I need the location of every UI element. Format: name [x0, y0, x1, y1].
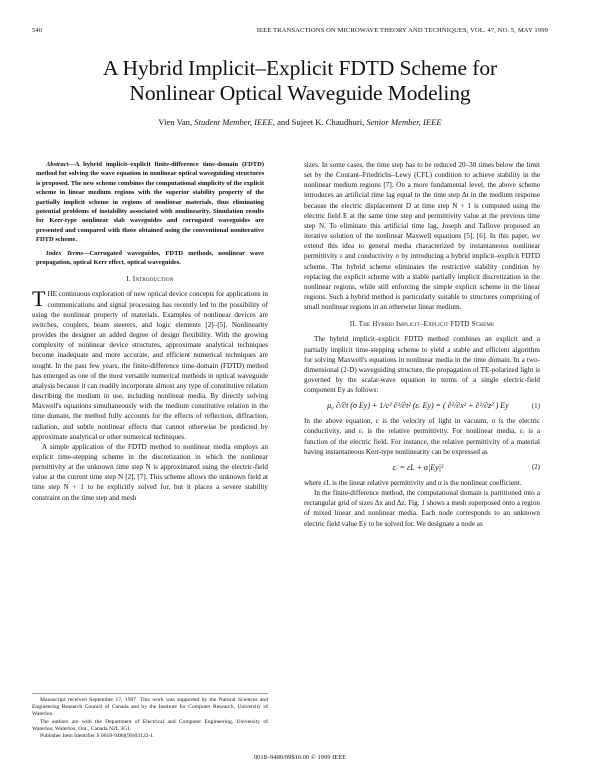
author-1: Vien Van,: [158, 117, 193, 127]
section-2-paragraph-3: where εL is the linear relative permittivity and α is the nonlinear coefficient.: [304, 478, 522, 487]
abstract-label: Abstract—: [46, 161, 75, 168]
running-header: [0, 27, 600, 39]
section-2-heading: II. The Hybrid Implicit–Explicit FDTD Scheme: [349, 320, 495, 329]
equation-1-number: (1): [531, 401, 540, 410]
author-2-role: Senior Member, IEEE: [366, 117, 442, 127]
author-1-role: Student Member, IEEE,: [194, 117, 275, 127]
title-line-2: Nonlinear Optical Waveguide Modeling: [129, 81, 471, 105]
abstract: [36, 160, 264, 245]
right-column: [304, 160, 540, 529]
intro-paragraph-continued: sizes. In some cases, the time step has to be reduced 20–30 times below the limit set by the Courant–Friedrichs–Lewy (CFL) condition to achieve stability in the nonlinear medium regions [7]. On a more fundamental level, the above scheme introduces an artificial time lag equal to the time step Δt in the medium response because the electric displacement D at time step N + 1 is computed using the electric field E at the same time step and permittivity value at the previous time step N. To eliminate this artificial time lag, Joseph and Taflove proposed an iterative solution of the nonlinear Maxwell equations [5], [6]. In this paper, we extend this idea to general media characterized by instantaneous nonlinear permittivity ε and conductivity σ by introducing a hybrid implicit–explicit FDTD scheme. The hybrid scheme eliminates the restrictive stability condition by replacing the explicit scheme with a stable partially implicit discretization in the nonlinear regions, while still enforcing the simple explicit scheme in the linear regions. Such a hybrid method is particularly suitable to structures comprising of small nonlinear regions in an otherwise linear medium.: [304, 161, 540, 312]
intro-paragraph-2: A simple application of the FDTD method to nonlinear media employs an explicit time-stepping scheme in the discretization in which the nonlinear permittivity at the unknown time step N is approximated using the electric-field value at the current time step N [2], [7]. This scheme allows the unknown field at time step N + 1 to be explicitly solved for, but it places a severe stability constraint on the time step and mesh: [32, 442, 268, 502]
index-terms-text: Corrugated waveguides, FDTD methods, nonlinear wave propagation, optical Kerr effect, optical waveguides.: [36, 249, 264, 267]
footnote-divider: [32, 693, 268, 694]
journal-header: IEEE TRANSACTIONS ON MICROWAVE THEORY AND TECHNIQUES, VOL. 47, NO. 5, MAY 1999: [256, 27, 548, 34]
equation-2-formula: εᵣ = εL + α|Ey|²: [392, 462, 444, 472]
title-line-1: A Hybrid Implicit–Explicit FDTD Scheme for: [102, 56, 498, 80]
equation-2: [304, 463, 540, 472]
section-2-paragraph-2: In the above equation, c is the velocity of light in vacuum, σ is the electric conductivity, and εᵣ is the relative permittivity. For nonlinear media, εᵣ is a function of the electric field. For instance, the relative permittivity of a material having instantaneous Kerr-type nonlinearity can be expressed as: [304, 417, 540, 456]
paper-title: [0, 56, 600, 106]
section-1-heading: I. Introduction: [126, 275, 174, 284]
section-2-paragraph-1: The hybrid implicit–explicit FDTD method combines an explicit and a partially implicit time-stepping scheme to yield a stable and efficient algorithm for solving Maxwell's equations in nonlinear media in the time domain. In a two-dimensional (2-D) waveguiding structure, the propagation of TE-polarized light is governed by the scalar-wave equation in terms of a single electric-field component Ey as follows:: [304, 335, 540, 395]
left-column: [32, 160, 268, 503]
index-terms-label: Index Terms—: [46, 249, 90, 257]
footnote: [32, 697, 268, 740]
equation-1: [304, 401, 540, 410]
index-terms: [36, 249, 264, 268]
abstract-text: A hybrid implicit–explicit finite-difference time-domain (FDTD) method for solving the wave equation in nonlinear optical waveguiding structures is proposed. The new scheme combines the computational simplicity of the explicit scheme in linear medium regions with the superior stability property of the partially implicit scheme in regions of nonlinear materials, thus eliminating potential problems of instability associated with nonlinearity. Simulation results for Kerr-type nonlinear slab waveguides and corrugated waveguides are presented and compared with those obtained using the conventional noniterative FDTD scheme.: [36, 161, 264, 244]
section-2-paragraph-4: In the finite-difference method, the computational domain is partitioned into a rectangular grid of sizes Δx and Δz. Fig. 1 shows a mesh superposed onto a region of mixed linear and nonlinear media. Each node corresponds to an unknown electric field value Ey to be solved for. We designate a node as: [304, 489, 540, 528]
author-2: Sujeet K. Chaudhuri,: [291, 117, 365, 127]
footnote-identifier: Publisher Item Identifier S 0018-9480(99)03122-1.: [40, 733, 155, 740]
author-line: [0, 117, 600, 127]
drop-cap: T: [32, 286, 46, 312]
equation-2-number: (2): [531, 463, 540, 472]
intro-paragraph-1: THE continuous exploration of new optical device concepts for applications in communications and signal processing has recently led to the possibility of using the nonlinear property of materials. Examples of nonlinear devices are switches, couplers, beam steerers, and logic elements [2]–[5]. Nonlinearity provides the designer an added degree of design flexibility. With the growing complexity of nonlinear device structures, approximate analytical techniques become inadequate and more accurate, and efficient numerical techniques are sought. In the past few years, the finite-difference time-domain (FDTD) method has emerged as one of the most versatile numerical methods in optical waveguide analysis because it can readily incorporate almost any type of constitutive relation describing the medium in use, including nonlinear media. By directly solving Maxwell's equations simultaneously with the medium constitutive relation in the time domain, the method fully accounts for the effects of reflection, diffraction, radiation, and subtle nonlinear effects that cannot otherwise be predicted by approximate analytical or other numerical techniques.: [32, 286, 268, 441]
page-number: 540: [32, 27, 43, 34]
footnote-affiliation: The authors are with the Department of Electrical and Computer Engineering, University of Waterloo, Waterloo, Ont., Canada N2L 3G1.: [32, 718, 268, 732]
copyright-footer: 0018–9480/99$10.00 © 1999 IEEE: [253, 754, 347, 761]
footnote-manuscript: Manuscript received September 17, 1997. This work was supported by the Natural Sciences and Engineering Research Council of Canada and by the Institute for Computer Research, University of Waterloo.: [32, 697, 268, 718]
equation-1-formula: μ₀ ∂/∂t (σ Ey) + 1/c² ∂²/∂t² (εᵣ Ey) = ( ∂²/∂x² + ∂²/∂z² ) Ey: [327, 401, 509, 411]
author-conjunction: and: [277, 117, 290, 127]
